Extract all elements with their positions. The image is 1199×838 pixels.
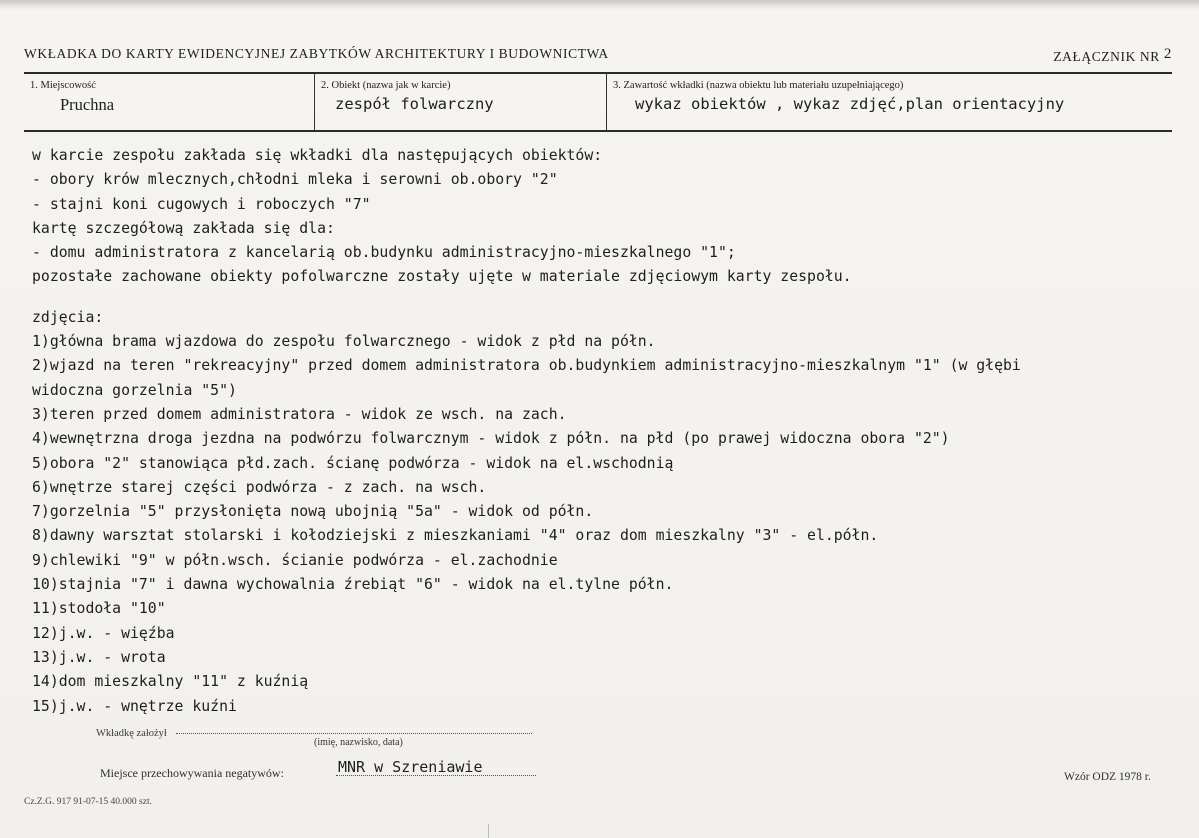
header-fields <box>24 74 1172 130</box>
annex-label-text: ZAŁĄCZNIK NR <box>1053 49 1160 64</box>
field-locality-value: Pruchna <box>60 95 115 114</box>
body-line: - domu administratora z kancelarią ob.budynku administracyjno-mieszkalnego "1"; <box>32 244 736 262</box>
field-contents <box>606 74 1173 130</box>
photo-line: 9)chlewiki "9" w półn.wsch. ścianie podwórza - el.zachodnie <box>32 551 558 569</box>
field-contents-value: wykaz obiektów , wykaz zdjęć,plan orientacyjny <box>635 95 1065 113</box>
paragraph-gap <box>32 290 1172 306</box>
scan-mark <box>488 824 489 838</box>
photo-line: 3)teren przed domem administratora - widok ze wsch. na zach. <box>32 405 567 423</box>
photo-line: 5)obora "2" stanowiąca płd.zach. ścianę podwórza - widok na el.wschodnią <box>32 454 674 472</box>
photos-heading: zdjęcia: <box>32 308 104 326</box>
field-object-label: 2. Obiekt (nazwa jak w karcie) <box>321 80 451 91</box>
form-header <box>24 44 1172 66</box>
photo-line: 7)gorzelnia "5" przysłonięta nową ubojnią "5a" - widok od półn. <box>32 503 594 521</box>
photo-line: 1)główna brama wjazdowa do zespołu folwarcznego - widok z płd na półn. <box>32 333 656 351</box>
annex-label <box>1053 46 1172 65</box>
body-line: kartę szczegółową zakłada się dla: <box>32 219 335 237</box>
body-line: - obory krów mlecznych,chłodni mleka i serowni ob.obory "2" <box>32 171 558 189</box>
photo-line: 8)dawny warsztat stolarski i kołodziejski z mieszkaniami "4" oraz dom mieszkalny "3" - el.półn. <box>32 527 879 545</box>
prepared-by-label: Wkładkę założył <box>96 728 167 739</box>
body-line: w karcie zespołu zakłada się wkładki dla następujących obiektów: <box>32 147 603 164</box>
photo-line: 6)wnętrze starej części podwórza - z zach. na wsch. <box>32 478 487 496</box>
photo-line: 12)j.w. - więźba <box>32 624 175 642</box>
photo-line: 11)stodoła "10" <box>32 600 166 618</box>
header-rule-bottom <box>24 130 1172 132</box>
photo-line: 10)stajnia "7" i dawna wychowalnia źrebiąt "6" - widok na el.tylne półn. <box>32 576 674 594</box>
photo-line: 2)wjazd na teren "rekreacyjny" przed domem administratora ob.budynkiem administracyjno-mieszkalnym "1" (w głębi <box>32 357 1021 375</box>
field-object <box>314 74 607 130</box>
annex-number: 2 <box>1163 46 1172 62</box>
scan-edge-shadow <box>0 0 1199 10</box>
photo-line: 14)dom mieszkalny "11" z kuźnią <box>32 673 309 691</box>
prepared-by-line <box>176 733 532 734</box>
field-locality-label: 1. Miejscowość <box>30 80 96 91</box>
photo-line: 4)wewnętrzna droga jezdna na podwórzu folwarcznym - widok z półn. na płd (po prawej widoczna obora "2") <box>32 430 950 448</box>
photo-line: 13)j.w. - wrota <box>32 648 166 666</box>
field-object-value: zespół folwarczny <box>335 95 494 113</box>
field-contents-label: 3. Zawartość wkładki (nazwa obiektu lub materiału uzupełniającego) <box>613 80 904 91</box>
negatives-value: MNR w Szreniawie <box>338 758 483 776</box>
prepared-by-caption: (imię, nazwisko, data) <box>314 737 403 748</box>
body-line: pozostałe zachowane obiekty pofolwarczne zostały ujęte w materiale zdjęciowym karty zespołu. <box>32 268 852 286</box>
photo-line: widoczna gorzelnia "5") <box>32 381 237 399</box>
body-line: - stajni koni cugowych i roboczych "7" <box>32 195 371 213</box>
negatives-label: Miejsce przechowywania negatywów: <box>100 766 284 780</box>
printer-imprint: Cz.Z.G. 917 91-07-15 40.000 szt. <box>24 797 152 807</box>
field-locality <box>24 74 314 130</box>
typed-content <box>32 144 1172 719</box>
form-model: Wzór ODZ 1978 r. <box>1064 771 1151 783</box>
negatives-line <box>336 775 536 776</box>
photo-line: 15)j.w. - wnętrze kuźni <box>32 697 237 715</box>
form-title: WKŁADKA DO KARTY EWIDENCYJNEJ ZABYTKÓW ARCHITEKTURY I BUDOWNICTWA <box>24 46 609 61</box>
